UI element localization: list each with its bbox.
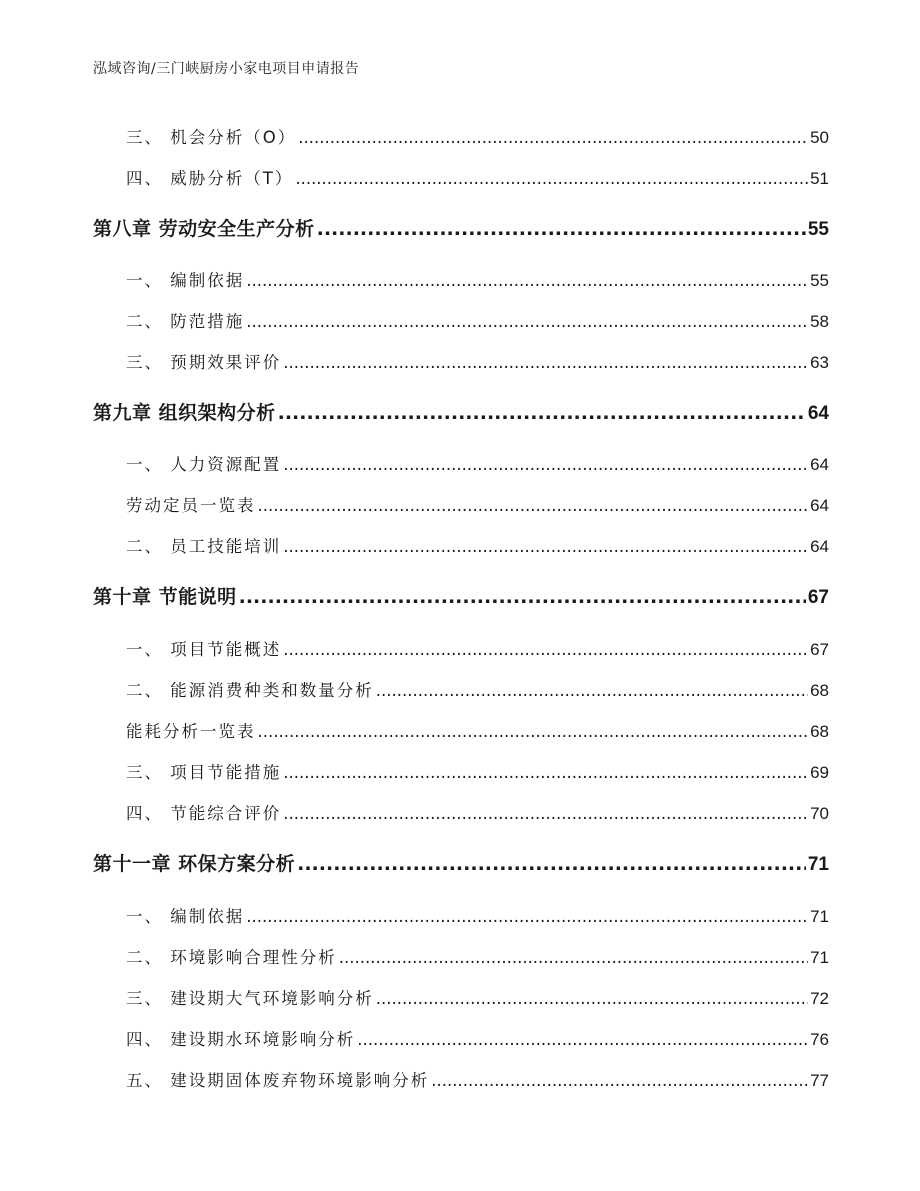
toc-entry-page: 58 [810, 312, 829, 331]
toc-chapter-label: 第十一章 环保方案分析 [93, 853, 296, 875]
toc-leader-dots [283, 537, 808, 556]
toc-entry-label: 一、 人力资源配置 [126, 455, 282, 474]
toc-leader-dots [258, 496, 809, 515]
toc-entry[interactable] [126, 492, 829, 516]
toc-leader-dots [246, 271, 808, 290]
toc-entry-page: 72 [810, 989, 829, 1008]
toc-entry[interactable] [126, 985, 829, 1009]
toc-entry-label: 一、 项目节能概述 [126, 640, 282, 659]
toc-entry-page: 50 [810, 128, 829, 147]
toc-entry[interactable] [126, 451, 829, 475]
toc-entry-label: 三、 建设期大气环境影响分析 [126, 989, 374, 1008]
toc-leader-dots [283, 763, 808, 782]
toc-chapter-page: 55 [807, 219, 829, 240]
toc-leader-dots [246, 312, 808, 331]
toc-leader-dots [278, 402, 806, 424]
toc-leader-dots [376, 681, 808, 700]
toc-entry[interactable] [126, 677, 829, 701]
toc-entry-label: 三、 机会分析（O） [126, 128, 297, 147]
toc-entry[interactable] [126, 1067, 829, 1091]
toc-leader-dots [283, 455, 808, 474]
toc-entry-page: 68 [810, 681, 829, 700]
toc-entry-page: 64 [810, 537, 829, 556]
toc-entry-page: 71 [810, 907, 829, 926]
toc-entry-page: 63 [810, 353, 829, 372]
toc-entry-page: 69 [810, 763, 829, 782]
toc-entry-label: 一、 编制依据 [126, 271, 245, 290]
toc-chapter-label: 第十章 节能说明 [93, 586, 237, 608]
toc-entry-page: 64 [810, 496, 829, 515]
toc-leader-dots [297, 853, 806, 875]
toc-leader-dots [339, 948, 808, 967]
toc-leader-dots [317, 218, 806, 240]
toc-chapter[interactable] [93, 849, 829, 876]
toc-entry-page: 76 [810, 1030, 829, 1049]
toc-entry-label: 二、 防范措施 [126, 312, 245, 331]
toc-entry-page: 68 [810, 722, 829, 741]
toc-leader-dots [258, 722, 809, 741]
toc-entry-label: 二、 能源消费种类和数量分析 [126, 681, 374, 700]
toc-entry-label: 一、 编制依据 [126, 907, 245, 926]
toc-leader-dots [283, 804, 808, 823]
toc-leader-dots [295, 169, 808, 188]
toc-leader-dots [298, 128, 808, 147]
toc-entry-label: 四、 节能综合评价 [126, 804, 282, 823]
toc-leader-dots [246, 907, 808, 926]
toc-entry-label: 能耗分析一览表 [126, 722, 256, 741]
toc-entry[interactable] [126, 533, 829, 557]
toc-entry[interactable] [126, 636, 829, 660]
toc-entry[interactable] [126, 308, 829, 332]
toc-entry[interactable] [126, 903, 829, 927]
toc-entry-label: 四、 建设期水环境影响分析 [126, 1030, 356, 1049]
toc-entry-page: 77 [810, 1071, 829, 1090]
toc-chapter-page: 67 [807, 587, 829, 608]
toc-entry[interactable] [126, 1026, 829, 1050]
toc-chapter-page: 64 [807, 403, 829, 424]
toc-chapter[interactable] [93, 398, 829, 425]
toc-chapter-page: 71 [807, 854, 829, 875]
toc-chapter-label: 第八章 劳动安全生产分析 [93, 218, 315, 240]
toc-entry[interactable] [126, 349, 829, 373]
toc-entry-page: 67 [810, 640, 829, 659]
toc-entry-label: 二、 环境影响合理性分析 [126, 948, 337, 967]
page-header: 泓域咨询/三门峡厨房小家电项目申请报告 [93, 61, 360, 77]
toc-entry[interactable] [126, 267, 829, 291]
toc-chapter[interactable] [93, 214, 829, 241]
toc-entry-label: 劳动定员一览表 [126, 496, 256, 515]
toc-entry-label: 五、 建设期固体废弃物环境影响分析 [126, 1071, 430, 1090]
toc-entry[interactable] [126, 165, 829, 189]
toc-chapter-label: 第九章 组织架构分析 [93, 402, 276, 424]
toc-entry-page: 55 [810, 271, 829, 290]
toc-entry-label: 三、 项目节能措施 [126, 763, 282, 782]
toc-leader-dots [357, 1030, 808, 1049]
toc-entry-label: 三、 预期效果评价 [126, 353, 282, 372]
toc-entry[interactable] [126, 800, 829, 824]
toc-entry[interactable] [126, 944, 829, 968]
toc-entry-label: 四、 威胁分析（T） [126, 169, 294, 188]
toc-entry-page: 51 [810, 169, 829, 188]
toc-entry[interactable] [126, 718, 829, 742]
toc-leader-dots [431, 1071, 808, 1090]
toc-entry[interactable] [126, 124, 829, 148]
toc-chapter[interactable] [93, 582, 829, 609]
toc-entry-label: 二、 员工技能培训 [126, 537, 282, 556]
toc-leader-dots [283, 640, 808, 659]
toc-entry-page: 64 [810, 455, 829, 474]
toc-entry[interactable] [126, 759, 829, 783]
toc-leader-dots [239, 586, 806, 608]
toc-entry-page: 70 [810, 804, 829, 823]
toc-leader-dots [376, 989, 808, 1008]
toc-leader-dots [283, 353, 808, 372]
toc-entry-page: 71 [810, 948, 829, 967]
